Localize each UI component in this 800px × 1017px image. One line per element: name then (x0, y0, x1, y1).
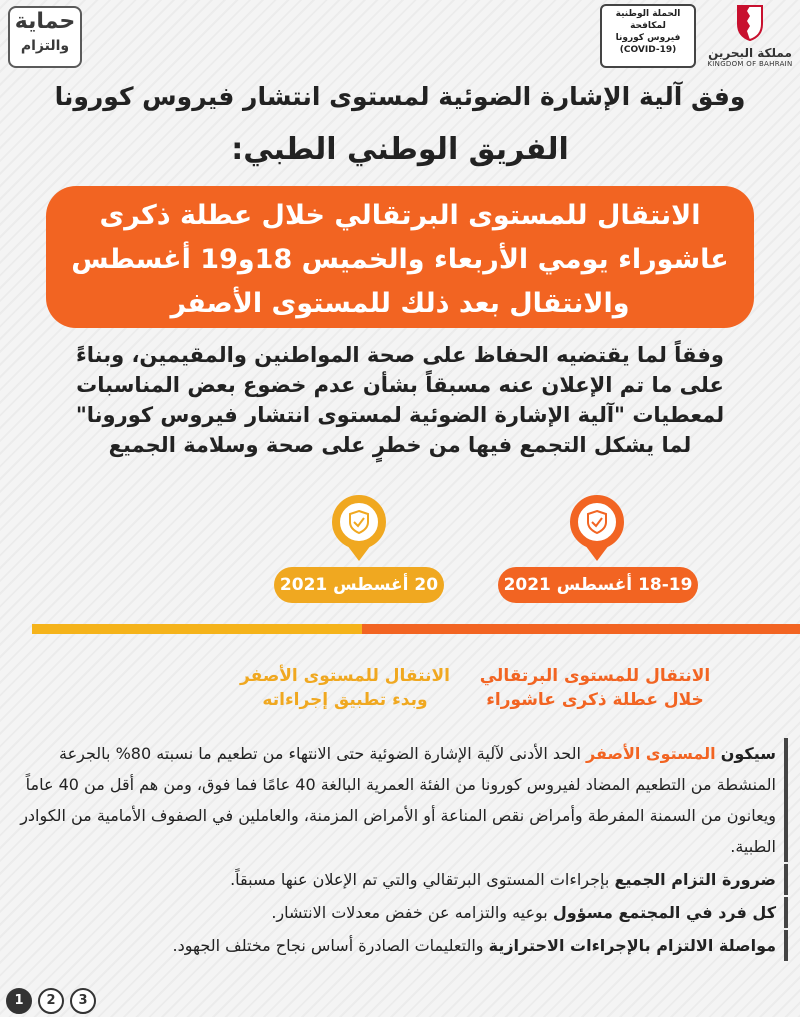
bullet-3-text: بوعيه والتزامه عن خفض معدلات الانتشار. (271, 903, 548, 922)
bullet-1-text: الحد الأدنى لآلية الإشارة الضوئية حتى الانتهاء من تطعيم ما نسبته 80% بالجرعة المنشطة من التطعيم المضاد لفيروس كورونا من الفئة العمرية البالغة 40 عامًا فما فوق، ومن هم أقل من 40 عاماً ويعانون من السمنة المفرطة وأمراض نقص المناعة أو الأمراض المزمنة، والعاملين في الصفوف الأمامية من الكوادر الطبية. (20, 744, 776, 856)
intro-line4: لما يشكل التجمع فيها من خطرٍ على صحة وسلامة الجميع (108, 433, 692, 457)
bullet-item-3 (20, 897, 788, 928)
intro-line3: لمعطيات "آلية الإشارة الضوئية لمستوى انتشار فيروس كورونا" (75, 403, 725, 427)
page-2-button[interactable]: 2 (38, 988, 64, 1014)
kingdom-arabic: مملكة البحرين (708, 46, 792, 60)
intro-line1: وفقاً لما يقتضيه الحفاظ على صحة المواطنين والمقيمين، وبناءً (76, 343, 724, 367)
banner-line2: عاشوراء يومي الأربعاء والخميس 18و19 أغسطس (71, 244, 729, 275)
brand-line1: حماية (14, 9, 76, 34)
yellow-pin-stem (347, 545, 371, 561)
page-1-button[interactable]: 1 (6, 988, 32, 1014)
intro-line2: على ما تم الإعلان عنه مسبقاً بشأن عدم خضوع بعض المناسبات (76, 373, 724, 397)
campaign-line1: الحملة الوطنية (615, 9, 681, 19)
banner-line3: والانتقال بعد ذلك للمستوى الأصفر (170, 288, 630, 319)
kingdom-english: KINGDOM OF BAHRAIN (707, 60, 793, 68)
timeline-orange-segment (362, 624, 800, 634)
bullet-3-bold: كل فرد في المجتمع مسؤول (552, 903, 776, 922)
orange-date-pill: 18-19 أغسطس 2021 (498, 567, 698, 603)
bullet-list (20, 738, 788, 963)
campaign-line4: (COVID-19) (619, 45, 677, 55)
page-indicator (6, 988, 102, 1014)
bullet-4-bold: مواصلة الالتزام بالإجراءات الاحترازية (488, 936, 776, 955)
orange-pin-stem (585, 545, 609, 561)
banner-line1: الانتقال للمستوى البرتقالي خلال عطلة ذكرى (99, 200, 701, 231)
coat-of-arms-icon (730, 2, 770, 42)
orange-level-caption (470, 664, 720, 712)
bullet-item-2 (20, 864, 788, 895)
timeline-yellow-segment (32, 624, 362, 634)
brand-line2: والتزام (20, 38, 70, 54)
yellow-caption-line1: الانتقال للمستوى الأصفر (240, 666, 450, 686)
yellow-date-pill: 20 أغسطس 2021 (274, 567, 444, 603)
bullet-2-text: بإجراءات المستوى البرتقالي والتي تم الإعلان عنها مسبقاً. (230, 870, 610, 889)
shield-check-icon (340, 503, 378, 541)
shield-check-icon (578, 503, 616, 541)
orange-caption-line1: الانتقال للمستوى البرتقالي (479, 666, 711, 686)
bullet-1-lead: سيكون (720, 744, 776, 763)
page-title: الفريق الوطني الطبي: (231, 132, 569, 167)
bullet-item-1 (20, 738, 788, 862)
intro-paragraph (30, 340, 770, 460)
orange-shield-pin-icon (570, 495, 624, 549)
yellow-caption-line2: وبدء تطبيق إجراءاته (262, 690, 428, 710)
page-subtitle: وفق آلية الإشارة الضوئية لمستوى انتشار فيروس كورونا (54, 82, 746, 111)
campaign-line2: لمكافحة (630, 21, 666, 31)
campaign-logo (8, 6, 82, 68)
bullet-1-highlight: المستوى الأصفر (586, 744, 716, 763)
covid-campaign-badge (600, 4, 696, 68)
bullet-4-text: والتعليمات الصادرة أساس نجاح مختلف الجهود. (172, 936, 484, 955)
yellow-level-caption (230, 664, 460, 712)
yellow-shield-pin-icon (332, 495, 386, 549)
page-3-button[interactable]: 3 (70, 988, 96, 1014)
campaign-line3: فيروس كورونا (615, 33, 681, 43)
bullet-2-bold: ضرورة التزام الجميع (614, 870, 776, 889)
orange-caption-line2: خلال عطلة ذكرى عاشوراء (486, 690, 704, 710)
bahrain-emblem (706, 2, 794, 72)
bullet-item-4 (20, 930, 788, 961)
announcement-banner (46, 186, 754, 328)
